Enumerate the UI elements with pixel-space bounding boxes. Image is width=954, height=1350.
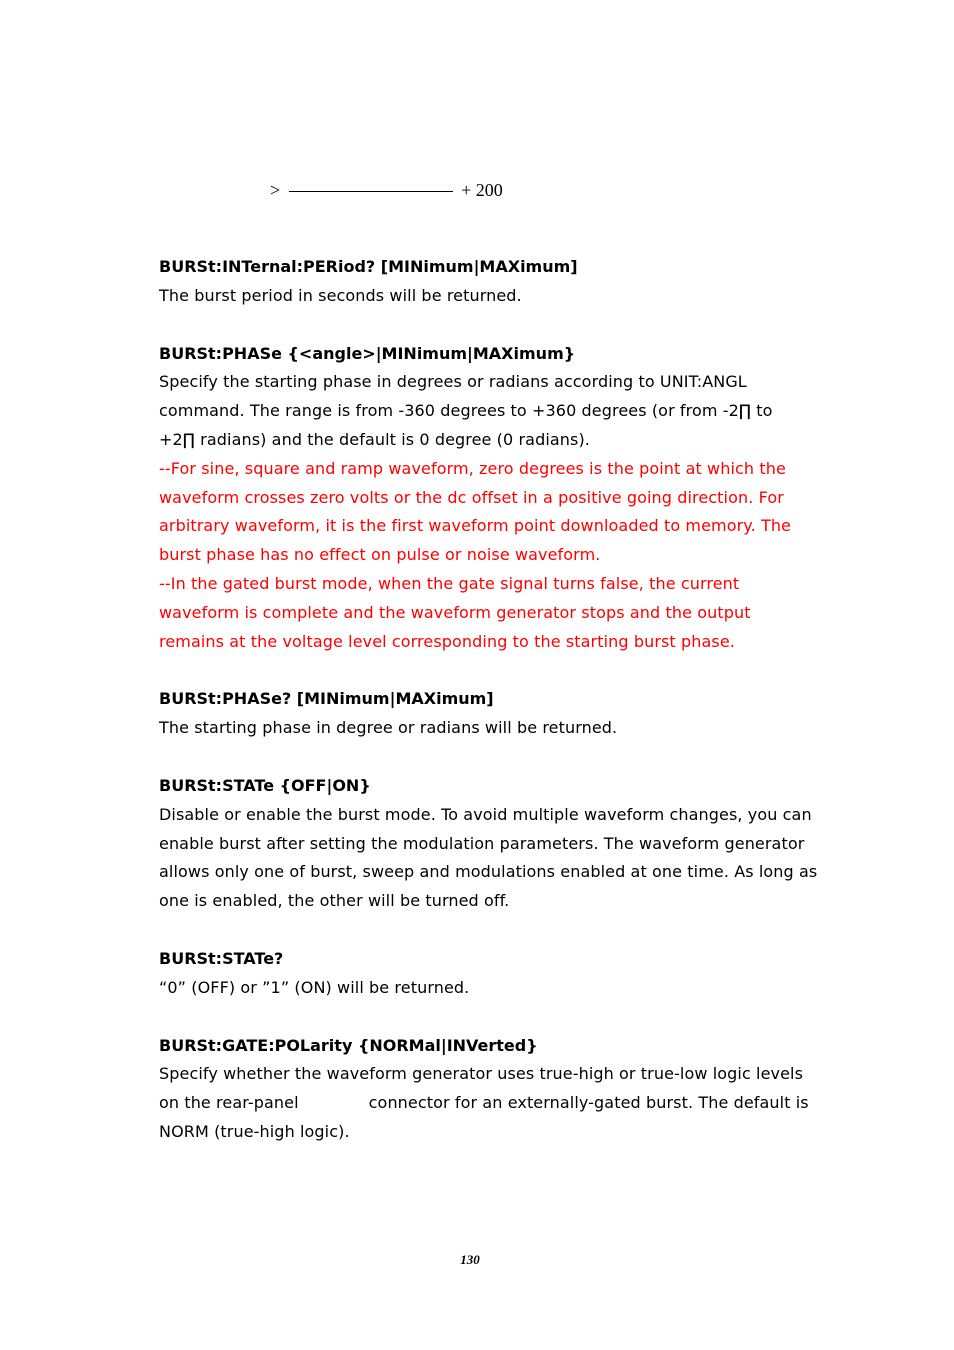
body-line: Specify whether the waveform generator uses true-high or true-low logic levels: [159, 1064, 804, 1084]
body-line: The burst period in seconds will be returned.: [159, 285, 522, 305]
section-burst-state: [159, 772, 818, 916]
note-line: --In the gated burst mode, when the gate signal turns false, the current: [159, 573, 740, 593]
command-heading: BURSt:STATe?: [159, 948, 284, 968]
body-line: NORM (true-high logic).: [159, 1121, 350, 1141]
note-line: arbitrary waveform, it is the first waveform point downloaded to memory. The: [159, 516, 792, 536]
body-text-after-gap: connector for an externally-gated burst. The default is: [368, 1093, 809, 1113]
formula-plus: + 200: [461, 180, 503, 200]
section-burst-state-query: [159, 945, 809, 1003]
command-heading: BURSt:GATE:POLarity {NORMal|INVerted}: [159, 1035, 538, 1055]
body-text-before-gap: on the rear-panel: [159, 1093, 299, 1113]
body-line: “0” (OFF) or ”1” (ON) will be returned.: [159, 977, 470, 997]
formula-fragment: [270, 180, 503, 201]
body-line: Specify the starting phase in degrees or radians according to UNIT:ANGL: [159, 372, 747, 392]
body-line: +2∏ radians) and the default is 0 degree (0 radians).: [159, 429, 590, 449]
body-line: enable burst after setting the modulation parameters. The waveform generator: [159, 833, 805, 853]
body-line: command. The range is from -360 degrees to +360 degrees (or from -2∏ to: [159, 401, 773, 421]
command-heading: BURSt:PHASe {<angle>|MINimum|MAXimum}: [159, 343, 576, 363]
fraction-bar: [289, 191, 453, 192]
body-line: The starting phase in degree or radians will be returned.: [159, 718, 618, 738]
document-body: [159, 253, 818, 1176]
formula-gt: >: [270, 180, 281, 200]
body-line: one is enabled, the other will be turned off.: [159, 891, 510, 911]
note-line: waveform crosses zero volts or the dc offset in a positive going direction. For: [159, 487, 784, 507]
note-line: remains at the voltage level corresponding to the starting burst phase.: [159, 631, 735, 651]
command-heading: BURSt:INTernal:PERiod? [MINimum|MAXimum]: [159, 257, 578, 276]
section-burst-period-query: [159, 253, 809, 311]
body-line: Disable or enable the burst mode. To avoid multiple waveform changes, you can: [159, 804, 812, 824]
section-burst-phase: [159, 340, 809, 657]
section-burst-gate-polarity: [159, 1032, 809, 1147]
body-line: allows only one of burst, sweep and modulations enabled at one time. As long as: [159, 862, 818, 882]
command-heading: BURSt:PHASe? [MINimum|MAXimum]: [159, 689, 494, 709]
note-line: burst phase has no effect on pulse or noise waveform.: [159, 545, 601, 565]
section-burst-phase-query: [159, 685, 809, 743]
body-line: [159, 1089, 809, 1118]
page-number: 130: [460, 1252, 480, 1267]
note-line: --For sine, square and ramp waveform, zero degrees is the point at which the: [159, 458, 786, 478]
note-line: waveform is complete and the waveform generator stops and the output: [159, 602, 751, 622]
command-heading: BURSt:STATe {OFF|ON}: [159, 775, 371, 795]
